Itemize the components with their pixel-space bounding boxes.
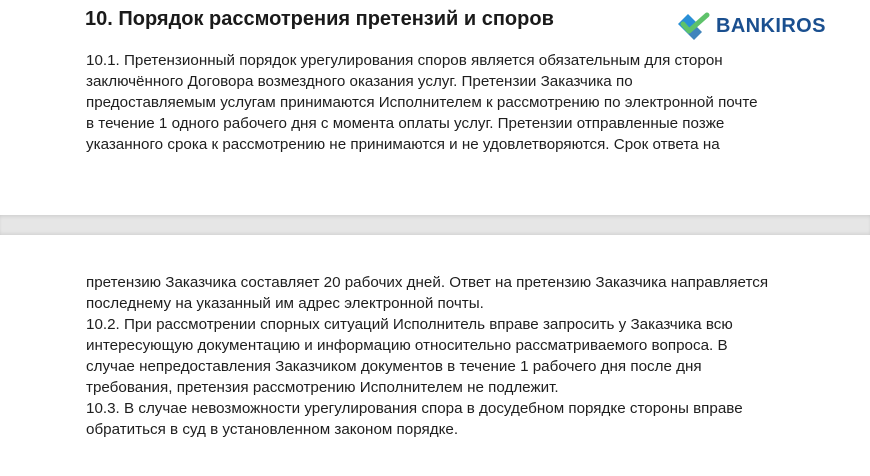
section-title: 10. Порядок рассмотрения претензий и споров bbox=[85, 8, 554, 30]
text-line: указанного срока к рассмотрению не принимаются и не удовлетворяются. Срок ответа на bbox=[86, 136, 720, 153]
brand-name: BANKIROS bbox=[716, 14, 826, 37]
text-line: случае непредоставления Заказчиком документов в течение 1 рабочего дня после дня bbox=[86, 358, 702, 375]
text-line: обратиться в суд в установленном законом порядке. bbox=[86, 421, 459, 438]
text-line: претензию Заказчика составляет 20 рабочих дней. Ответ на претензию Заказчика направляется bbox=[86, 274, 769, 291]
document-page-top bbox=[0, 0, 870, 215]
text-line: в течение 1 одного рабочего дня с момента оплаты услуг. Претензии отправленные позже bbox=[86, 115, 725, 132]
text-line: предоставляемым услугам принимаются Исполнителем к рассмотрению по электронной почте bbox=[86, 94, 758, 111]
text-line: 10.2. При рассмотрении спорных ситуаций Исполнитель вправе запросить у Заказчика всю bbox=[86, 316, 733, 333]
text-line: заключённого Договора возмездного оказания услуг. Претензии Заказчика по bbox=[86, 73, 633, 90]
brand-watermark bbox=[676, 12, 826, 40]
bankiros-logo-icon bbox=[676, 12, 710, 40]
text-line: 10.3. В случае невозможности урегулирования спора в досудебном порядке стороны вправе bbox=[86, 400, 743, 417]
text-line: требования, претензия рассмотрению Исполнителем не подлежит. bbox=[86, 379, 559, 396]
text-line: последнему на указанный им адрес электронной почты. bbox=[86, 295, 484, 312]
paragraph-page-1 bbox=[86, 50, 758, 155]
page-separator bbox=[0, 215, 870, 235]
text-line: интересующую документацию и информацию относительно рассматриваемого вопроса. В bbox=[86, 337, 728, 354]
paragraph-page-2 bbox=[86, 272, 768, 440]
text-line: 10.1. Претензионный порядок урегулирования споров является обязательным для сторон bbox=[86, 52, 723, 69]
